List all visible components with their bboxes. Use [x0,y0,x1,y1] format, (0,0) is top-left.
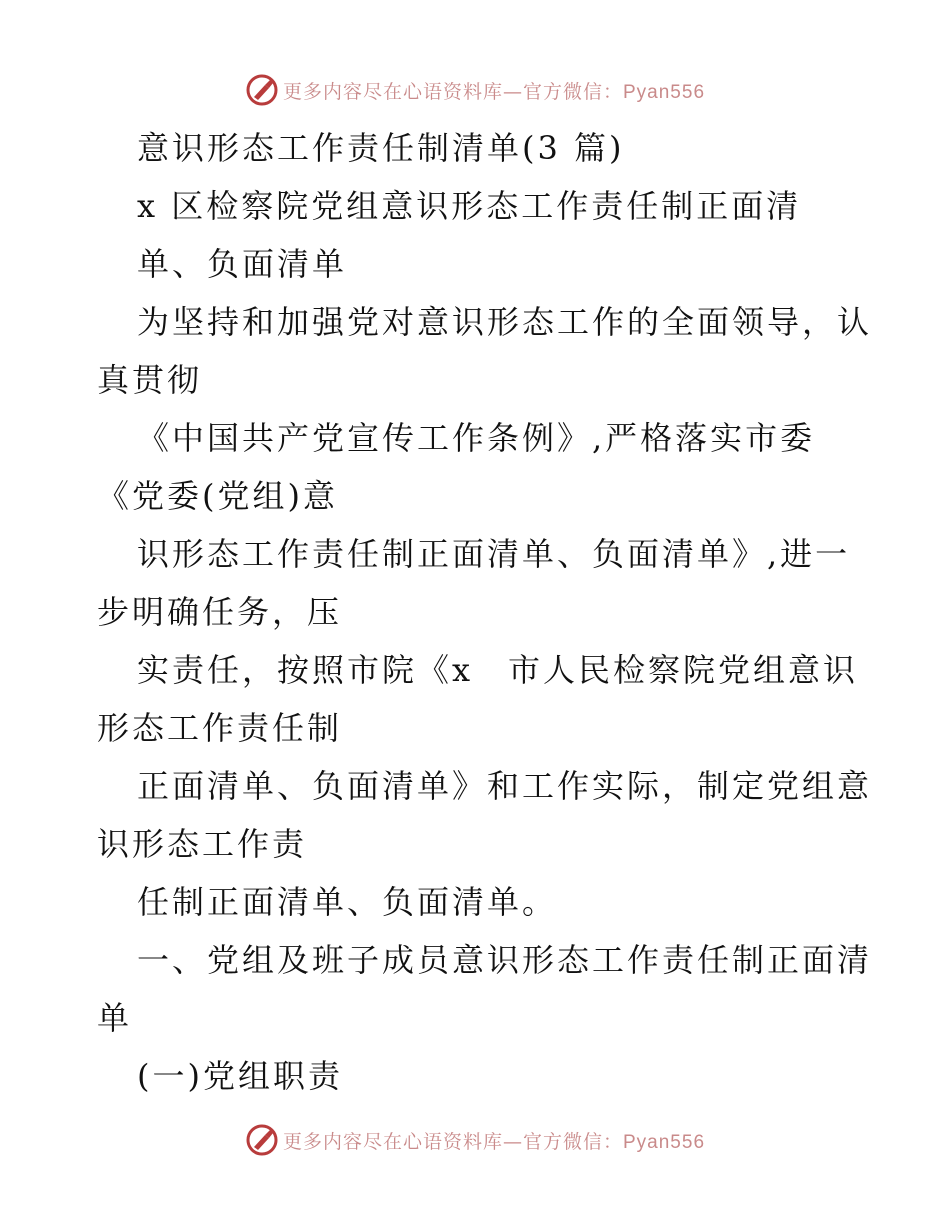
paragraph-line: 真贯彻 [97,361,203,399]
subsection-heading: (一)党组职责 [137,1057,343,1095]
paragraph-line: 形态工作责任制 [97,709,343,747]
paragraph-line: 《中国共产党宣传工作条例》,严格落实市委 [137,419,816,457]
watermark-text: 更多内容尽在心语资料库—官方微信：Pyan556 [282,1130,706,1153]
pen-logo-icon [245,1123,279,1157]
paragraph-line: 单 [97,999,133,1037]
paragraph-line: 《党委(党组)意 [97,477,338,515]
document-title: 意识形态工作责任制清单(3 篇) [137,129,625,167]
paragraph-line: x 区检察院党组意识形态工作责任制正面清 [137,187,802,225]
pen-logo-icon [245,73,279,107]
paragraph-line: 实责任，按照市院《x 市人民检察院党组意识 [137,651,859,689]
watermark-text: 更多内容尽在心语资料库—官方微信：Pyan556 [282,80,706,103]
paragraph-line: 识形态工作责任制正面清单、负面清单》,进一 [137,535,851,573]
paragraph-line: 单、负面清单 [137,245,348,283]
footer-watermark [0,1120,950,1160]
section-heading: 一、党组及班子成员意识形态工作责任制正面清 [137,941,873,979]
paragraph-line: 为坚持和加强党对意识形态工作的全面领导，认 [137,303,873,341]
header-watermark [0,70,950,110]
paragraph-line: 任制正面清单、负面清单。 [137,883,558,921]
paragraph-line: 步明确任务，压 [97,593,343,631]
paragraph-line: 正面清单、负面清单》和工作实际，制定党组意 [137,767,873,805]
paragraph-line: 识形态工作责 [97,825,308,863]
